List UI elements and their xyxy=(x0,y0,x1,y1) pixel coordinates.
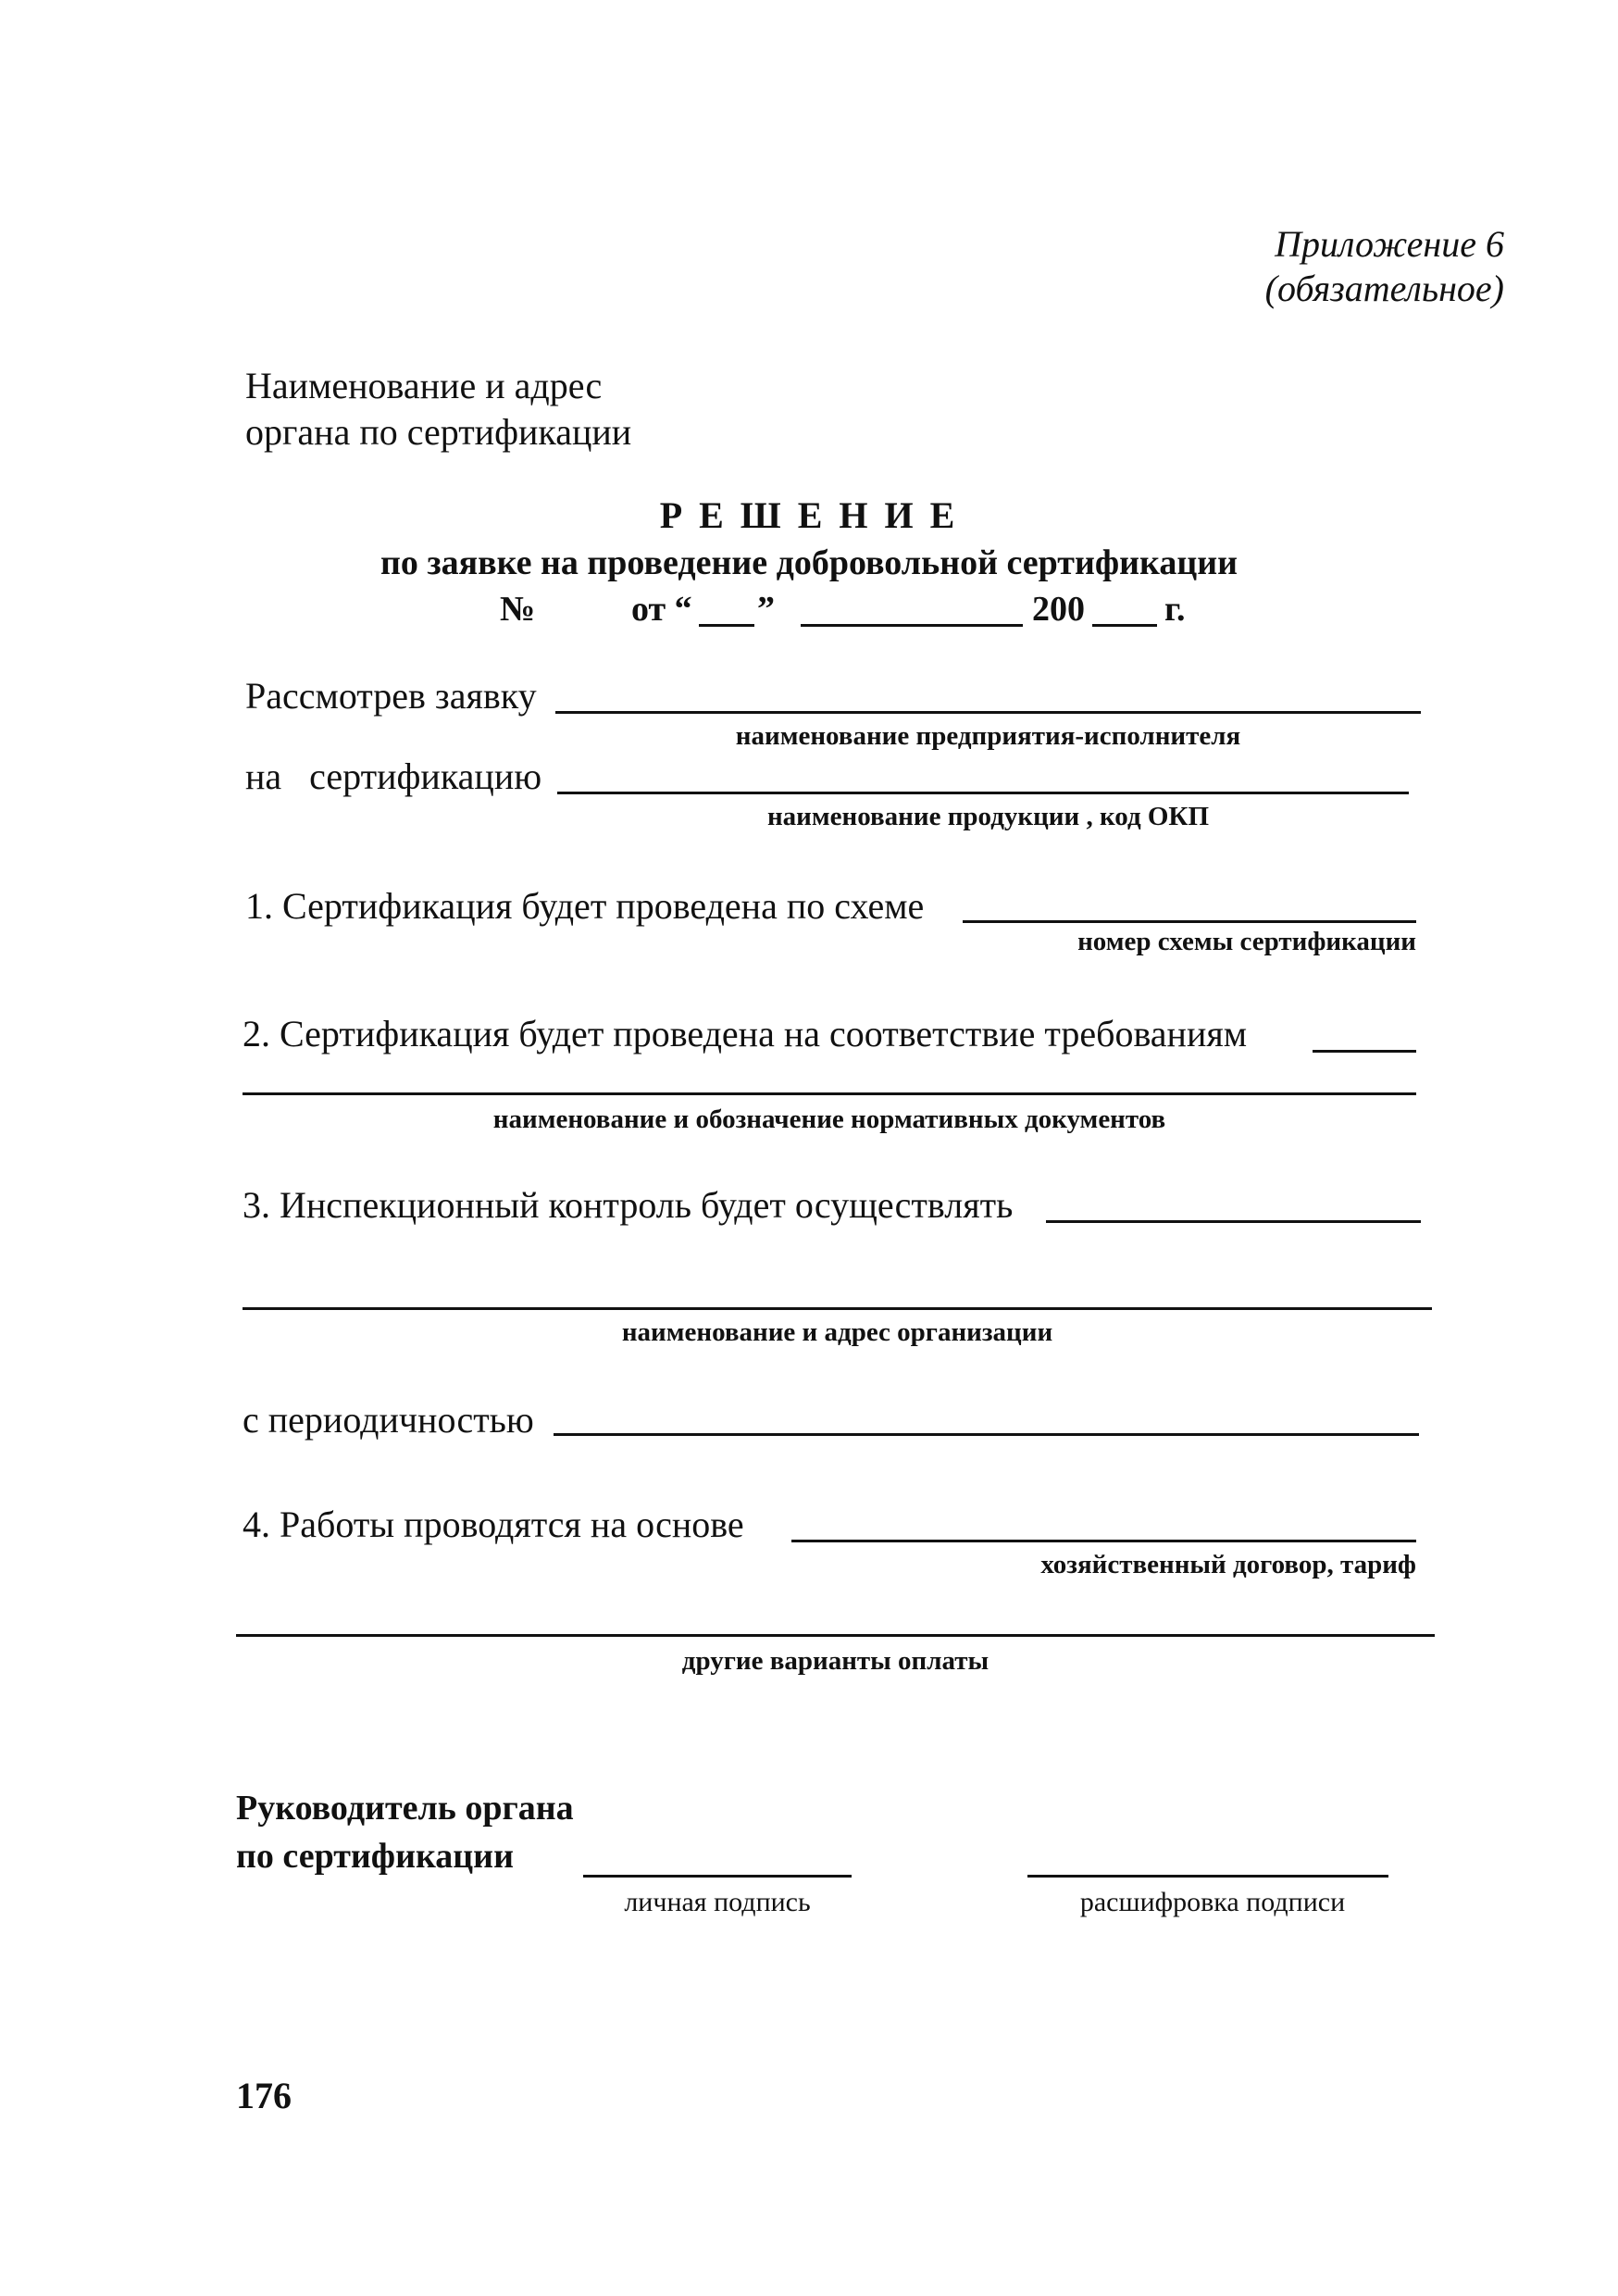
personal-signature-caption: личная подпись xyxy=(624,1887,811,1917)
appendix-note: (обязательное) xyxy=(1264,268,1504,309)
number-sign: № xyxy=(500,590,536,629)
personal-signature-line[interactable] xyxy=(583,1875,852,1878)
reviewed-label: Рассмотрев заявку xyxy=(245,675,537,717)
item1-label: 1. Сертификация будет проведена по схеме xyxy=(245,885,925,927)
item1-line[interactable] xyxy=(963,920,1416,923)
org-name-line1: Наименование и адрес xyxy=(245,365,603,406)
org-name-line2: органа по сертификации xyxy=(245,411,632,453)
signature-title-line2: по сертификации xyxy=(236,1837,514,1876)
signature-title-line1: Руководитель органа xyxy=(236,1789,574,1828)
page-number: 176 xyxy=(236,2075,292,2116)
year-prefix: 200 xyxy=(1032,590,1085,629)
periodicity-label: с периодичностью xyxy=(243,1399,534,1441)
document-subtitle: по заявке на проведение добровольной сертификации xyxy=(380,543,1238,582)
item3-caption: наименование и адрес организации xyxy=(621,1317,1053,1347)
item4-label: 4. Работы проводятся на основе xyxy=(243,1504,744,1545)
item2-line-full[interactable] xyxy=(243,1092,1416,1095)
item3-line-short[interactable] xyxy=(1046,1220,1421,1223)
date-month-line[interactable] xyxy=(801,624,1023,627)
other-payment-caption: другие варианты оплаты xyxy=(681,1646,989,1676)
item3-label: 3. Инспекционный контроль будет осуществлять xyxy=(243,1184,1014,1226)
date-prefix: от “ xyxy=(631,590,692,629)
signature-decode-caption: расшифровка подписи xyxy=(1079,1887,1346,1917)
item2-label: 2. Сертификация будет проведена на соответствие требованиям xyxy=(243,1013,1248,1054)
item4-caption: хозяйственный договор, тариф xyxy=(1040,1550,1416,1579)
item4-line[interactable] xyxy=(791,1540,1416,1542)
date-day-line[interactable] xyxy=(699,624,754,627)
document-title: Р Е Ш Е Н И Е xyxy=(659,494,959,536)
cert-for-line[interactable] xyxy=(557,792,1409,794)
item1-caption: номер схемы сертификации xyxy=(1077,927,1416,956)
reviewed-caption: наименование предприятия-исполнителя xyxy=(735,721,1241,751)
periodicity-line[interactable] xyxy=(554,1433,1419,1436)
year-suffix: г. xyxy=(1164,590,1186,629)
cert-for-caption: наименование продукции , код ОКП xyxy=(766,802,1210,831)
date-quote-close: ” xyxy=(757,590,775,629)
item2-caption: наименование и обозначение нормативных документов xyxy=(492,1104,1166,1134)
appendix-title: Приложение 6 xyxy=(1275,223,1504,265)
year-line[interactable] xyxy=(1092,624,1157,627)
item3-line-full[interactable] xyxy=(243,1307,1432,1310)
cert-for-label: на сертификацию xyxy=(245,755,542,797)
item2-line-short[interactable] xyxy=(1313,1050,1416,1053)
signature-decode-line[interactable] xyxy=(1027,1875,1388,1878)
other-payment-line[interactable] xyxy=(236,1634,1435,1637)
reviewed-line[interactable] xyxy=(555,711,1421,714)
